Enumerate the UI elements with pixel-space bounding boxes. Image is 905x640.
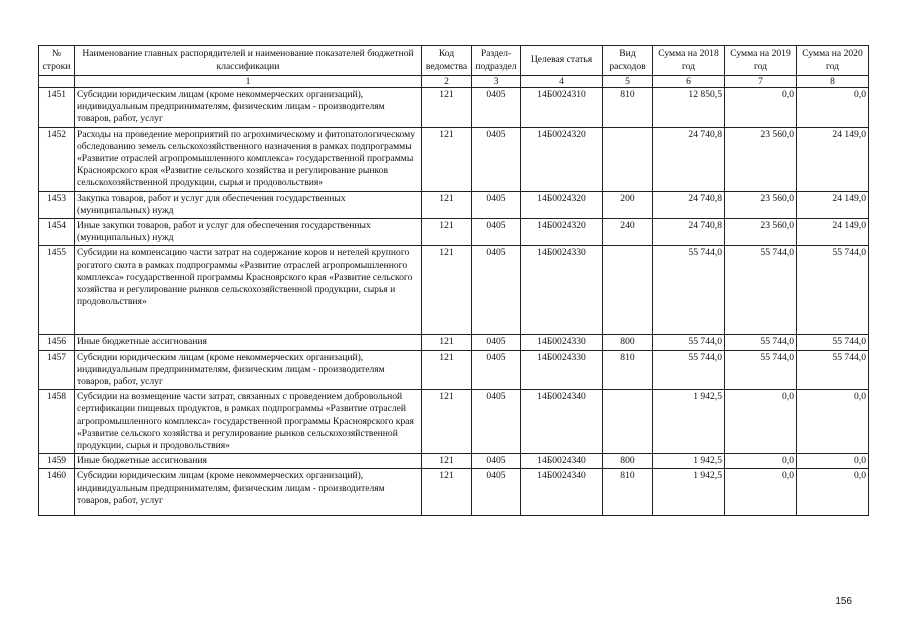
row-dept: 121 [422,219,472,246]
col-number: 2 [422,76,472,88]
row-sum-2019: 55 744,0 [725,335,797,350]
col-number [39,76,75,88]
row-section: 0405 [472,454,521,469]
row-dept: 121 [422,88,472,128]
row-section: 0405 [472,127,521,191]
header-sum-2019: Сумма на 2019 год [725,46,797,76]
col-number: 6 [653,76,725,88]
row-name: Субсидии юридическим лицам (кроме некоммерческих организаций), индивидуальным предпринимателям, физическим лицам - производителям товаров, работ, услуг [75,469,422,516]
row-dept: 121 [422,469,472,516]
row-number: 1460 [39,469,75,516]
col-number: 8 [797,76,869,88]
row-sum-2020: 0,0 [797,454,869,469]
table-row [39,390,869,454]
row-sum-2018: 24 740,8 [653,191,725,218]
row-sum-2018: 24 740,8 [653,219,725,246]
row-target: 14Б0024340 [521,454,603,469]
row-dept: 121 [422,191,472,218]
row-sum-2020: 24 149,0 [797,127,869,191]
row-number: 1453 [39,191,75,218]
row-type: 240 [603,219,653,246]
row-dept: 121 [422,454,472,469]
row-sum-2018: 1 942,5 [653,454,725,469]
row-name: Субсидии на компенсацию части затрат на содержание коров и нетелей крупного рогатого скота в рамках подпрограммы «Развитие отраслей агропромышленного комплекса» государственной программы Красноярского края «Развитие сельского хозяйства и регулирование рынков сельскохозяйственной продукции, сырья и продовольствия» [75,246,422,335]
row-target: 14Б0024340 [521,390,603,454]
row-number: 1457 [39,350,75,390]
row-sum-2019: 0,0 [725,390,797,454]
row-number: 1451 [39,88,75,128]
row-sum-2019: 0,0 [725,454,797,469]
header-dept: Код ведомства [422,46,472,76]
row-type: 810 [603,469,653,516]
row-target: 14Б0024330 [521,335,603,350]
row-sum-2018: 12 850,5 [653,88,725,128]
table-row [39,469,869,516]
row-number: 1454 [39,219,75,246]
table-body [39,88,869,516]
col-number: 1 [75,76,422,88]
row-dept: 121 [422,246,472,335]
row-name: Иные бюджетные ассигнования [75,454,422,469]
row-section: 0405 [472,191,521,218]
table-row [39,191,869,218]
row-sum-2018: 55 744,0 [653,246,725,335]
row-sum-2018: 1 942,5 [653,390,725,454]
header-sum-2020: Сумма на 2020 год [797,46,869,76]
row-section: 0405 [472,246,521,335]
row-name: Субсидии юридическим лицам (кроме некоммерческих организаций), индивидуальным предпринимателям, физическим лицам - производителям товаров, работ, услуг [75,88,422,128]
row-sum-2019: 0,0 [725,88,797,128]
header-target: Целевая статья [521,46,603,76]
row-name: Иные бюджетные ассигнования [75,335,422,350]
row-dept: 121 [422,127,472,191]
row-type [603,390,653,454]
row-target: 14Б0024320 [521,191,603,218]
row-type: 800 [603,335,653,350]
row-section: 0405 [472,390,521,454]
row-sum-2018: 55 744,0 [653,350,725,390]
row-sum-2020: 0,0 [797,390,869,454]
row-target: 14Б0024320 [521,219,603,246]
row-section: 0405 [472,469,521,516]
page-number: 156 [835,596,852,607]
table-row [39,335,869,350]
row-sum-2018: 55 744,0 [653,335,725,350]
row-sum-2020: 24 149,0 [797,191,869,218]
row-section: 0405 [472,350,521,390]
table-row [39,127,869,191]
row-target: 14Б0024320 [521,127,603,191]
header-name: Наименование главных распорядителей и наименование показателей бюджетной классификации [75,46,422,76]
row-section: 0405 [472,219,521,246]
table-header [39,46,869,88]
row-sum-2020: 24 149,0 [797,219,869,246]
row-dept: 121 [422,335,472,350]
row-sum-2019: 0,0 [725,469,797,516]
header-sum-2018: Сумма на 2018 год [653,46,725,76]
row-sum-2019: 23 560,0 [725,219,797,246]
row-name: Субсидии юридическим лицам (кроме некоммерческих организаций), индивидуальным предпринимателям, физическим лицам - производителям товаров, работ, услуг [75,350,422,390]
row-number: 1459 [39,454,75,469]
table-row [39,219,869,246]
row-number: 1456 [39,335,75,350]
col-number: 5 [603,76,653,88]
row-number: 1455 [39,246,75,335]
row-name: Субсидии на возмещение части затрат, связанных с проведением добровольной сертификации пищевых продуктов, в рамках подпрограммы «Развитие отраслей агропромышленного комплекса» государственной программы Красноярского края «Развитие сельского хозяйства и регулирование рынков сельскохозяйственной продукции, сырья и продовольствия» [75,390,422,454]
table-row [39,88,869,128]
row-type: 810 [603,88,653,128]
column-number-row [39,76,869,88]
row-dept: 121 [422,350,472,390]
row-target: 14Б0024340 [521,469,603,516]
row-dept: 121 [422,390,472,454]
row-target: 14Б0024310 [521,88,603,128]
row-section: 0405 [472,88,521,128]
row-sum-2020: 0,0 [797,469,869,516]
col-number: 3 [472,76,521,88]
row-sum-2019: 23 560,0 [725,127,797,191]
header-type: Вид расходов [603,46,653,76]
col-number: 7 [725,76,797,88]
row-type: 810 [603,350,653,390]
row-sum-2020: 55 744,0 [797,350,869,390]
row-sum-2020: 0,0 [797,88,869,128]
table-row [39,454,869,469]
table-row [39,246,869,335]
row-target: 14Б0024330 [521,246,603,335]
row-sum-2018: 24 740,8 [653,127,725,191]
table-row [39,350,869,390]
row-type: 200 [603,191,653,218]
row-sum-2019: 23 560,0 [725,191,797,218]
row-sum-2019: 55 744,0 [725,246,797,335]
header-section: Раздел-подраздел [472,46,521,76]
budget-table [38,45,869,516]
col-number: 4 [521,76,603,88]
row-number: 1452 [39,127,75,191]
row-type [603,127,653,191]
row-name: Расходы на проведение мероприятий по агрохимическому и фитопатологическому обследованию земель сельскохозяйственного назначения в рамках подпрограммы «Развитие отраслей агропромышленного комплекса» государственной программы Красноярского края «Развитие сельского хозяйства и регулирование рынков сельскохозяйственной продукции, сырья и продовольствия» [75,127,422,191]
header-row-no: № строки [39,46,75,76]
row-name: Закупка товаров, работ и услуг для обеспечения государственных (муниципальных) нужд [75,191,422,218]
row-sum-2020: 55 744,0 [797,335,869,350]
row-section: 0405 [472,335,521,350]
row-type: 800 [603,454,653,469]
row-name: Иные закупки товаров, работ и услуг для обеспечения государственных (муниципальных) нужд [75,219,422,246]
row-number: 1458 [39,390,75,454]
row-target: 14Б0024330 [521,350,603,390]
row-sum-2019: 55 744,0 [725,350,797,390]
row-sum-2018: 1 942,5 [653,469,725,516]
row-type [603,246,653,335]
row-sum-2020: 55 744,0 [797,246,869,335]
